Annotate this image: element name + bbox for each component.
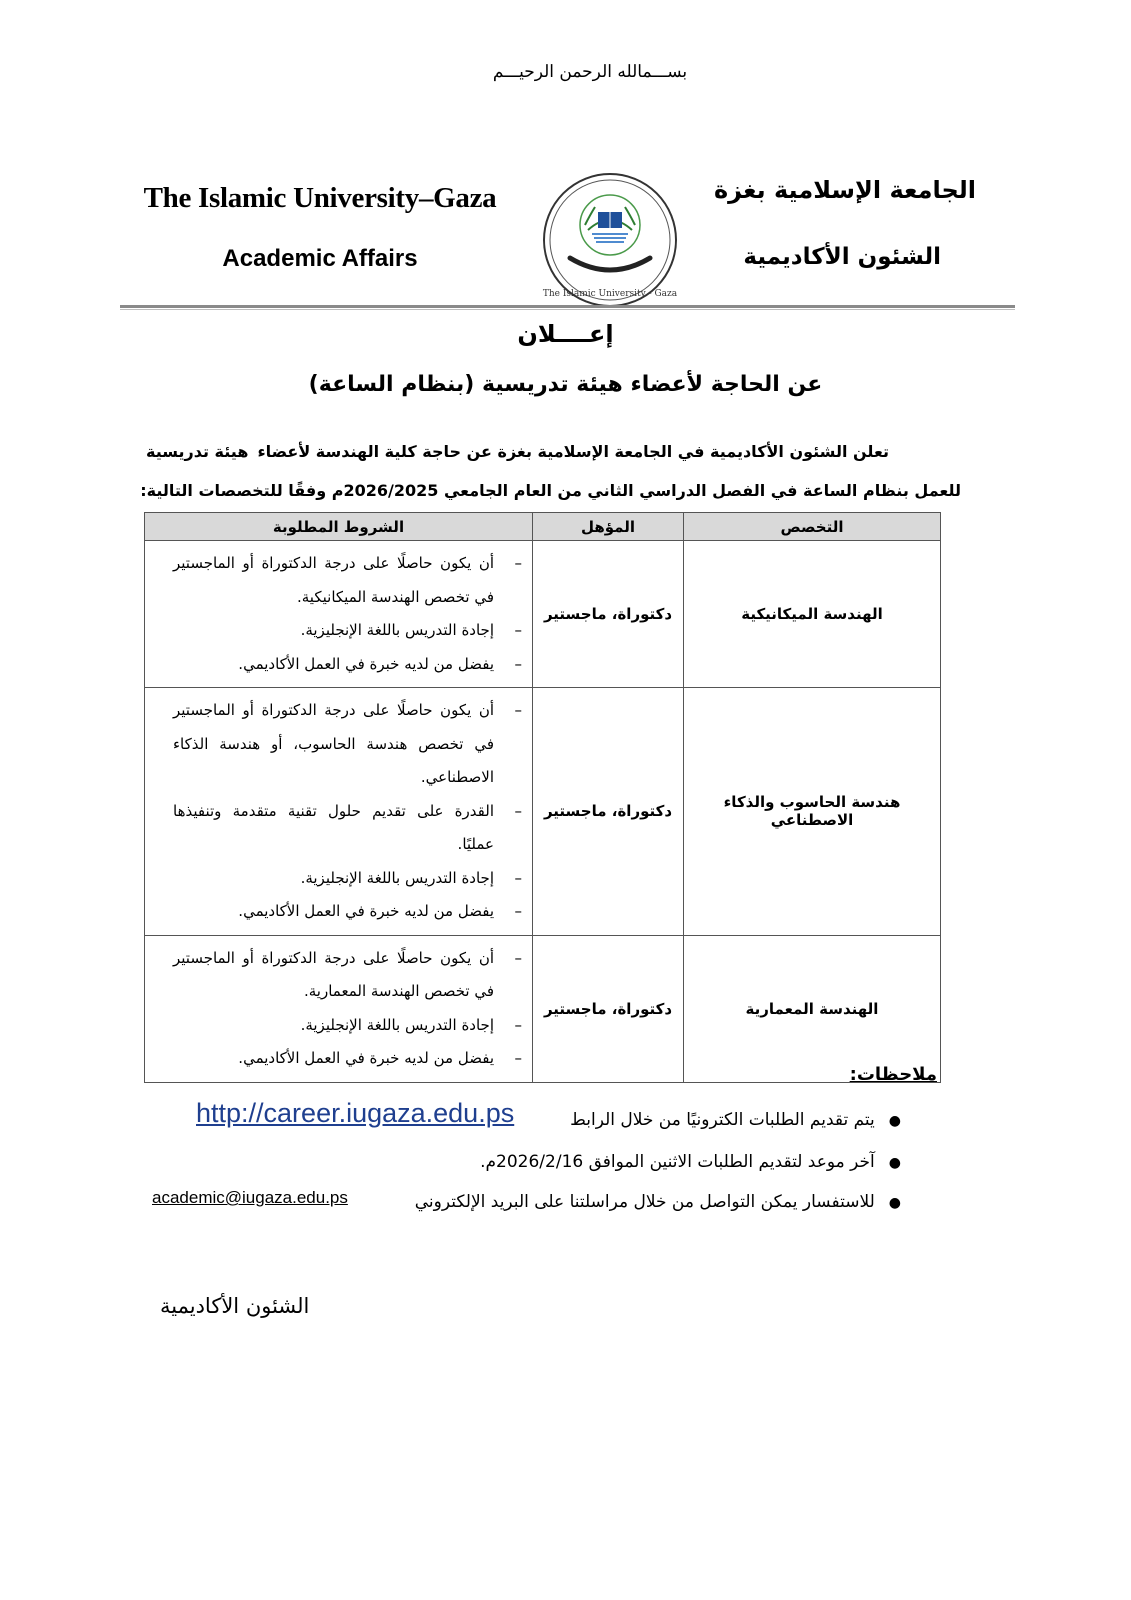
- intro-line-1-end: هيئة تدريسية: [146, 442, 249, 461]
- condition-item: – إجادة التدريس باللغة الإنجليزية.: [173, 862, 522, 896]
- university-seal-logo: [540, 170, 680, 310]
- header-qualification: المؤهل: [533, 513, 684, 541]
- header-divider: [120, 305, 1015, 308]
- specialties-table: [144, 512, 941, 1083]
- career-link[interactable]: http://career.iugaza.edu.ps: [196, 1098, 515, 1128]
- row-qualification: دكتوراة، ماجستير: [533, 688, 684, 936]
- basmala: بســـمالله الرحمن الرحيـــم: [492, 62, 688, 82]
- table-row: [145, 935, 941, 1082]
- row-qualification: دكتوراة، ماجستير: [533, 541, 684, 688]
- table-header-row: [145, 513, 941, 541]
- row-specialty: الهندسة المعمارية: [684, 935, 941, 1082]
- bullet-icon: ●: [888, 1155, 901, 1171]
- condition-item: – القدرة على تقديم حلول تقنية متقدمة وتنفيذها عمليًا.: [173, 795, 522, 862]
- note-item-deadline: [480, 1152, 901, 1172]
- row-conditions: [145, 541, 533, 688]
- department-name-ar: الشئون الأكاديمية: [743, 244, 941, 270]
- note-contact-text: للاستفسار يمكن التواصل من خلال مراسلتنا على البريد الإلكتروني: [414, 1192, 875, 1212]
- condition-item: – يفضل من لديه خبرة في العمل الأكاديمي.: [173, 1042, 522, 1076]
- condition-item: – أن يكون حاصلًا على درجة الدكتوراة أو الماجستير في تخصص الهندسة الميكانيكية.: [173, 547, 522, 614]
- condition-item: – أن يكون حاصلًا على درجة الدكتوراة أو الماجستير في تخصص الهندسة المعمارية.: [173, 942, 522, 1009]
- note-apply-text: يتم تقديم الطلبات الكترونيًا من خلال الرابط: [570, 1110, 875, 1130]
- department-name-en: Academic Affairs: [222, 245, 418, 272]
- condition-item: – إجادة التدريس باللغة الإنجليزية.: [173, 1009, 522, 1043]
- condition-item: – أن يكون حاصلًا على درجة الدكتوراة أو الماجستير في تخصص هندسة الحاسوب، أو هندسة الذكاء الاصطناعي.: [173, 694, 522, 795]
- condition-item: – يفضل من لديه خبرة في العمل الأكاديمي.: [173, 895, 522, 929]
- intro-line-2: للعمل بنظام الساعة في الفصل الدراسي الثاني من العام الجامعي 2026/2025م وفقًا للتخصصات التالية:: [140, 481, 961, 500]
- table-row: [145, 541, 941, 688]
- signature: الشئون الأكاديمية: [160, 1294, 310, 1318]
- announcement-subtitle: عن الحاجة لأعضاء هيئة تدريسية (بنظام الساعة): [308, 372, 823, 397]
- header-conditions: الشروط المطلوبة: [145, 513, 533, 541]
- announcement-title: إعــــلان: [517, 320, 614, 348]
- note-item-apply: [570, 1110, 901, 1130]
- condition-item: – إجادة التدريس باللغة الإنجليزية.: [173, 614, 522, 648]
- row-qualification: دكتوراة، ماجستير: [533, 935, 684, 1082]
- seal-text: The Islamic University - Gaza: [542, 289, 678, 299]
- header-divider-thin: [120, 309, 1015, 310]
- note-item-contact: [415, 1192, 901, 1212]
- bullet-icon: ●: [888, 1113, 901, 1129]
- row-specialty: هندسة الحاسوب والذكاء الاصطناعي: [684, 688, 941, 936]
- intro-line-1: تعلن الشئون الأكاديمية في الجامعة الإسلامية بغزة عن حاجة كلية الهندسة لأعضاء: [257, 442, 889, 461]
- university-name-ar: الجامعة الإسلامية بغزة: [713, 176, 976, 204]
- notes-title: ملاحظات:: [849, 1064, 937, 1085]
- row-conditions: [145, 688, 533, 936]
- contact-email-link[interactable]: academic@iugaza.edu.ps: [152, 1188, 348, 1207]
- row-specialty: الهندسة الميكانيكية: [684, 541, 941, 688]
- note-deadline-text: آخر موعد لتقديم الطلبات الاثنين الموافق 2026/2/16م.: [480, 1152, 875, 1172]
- condition-item: – يفضل من لديه خبرة في العمل الأكاديمي.: [173, 648, 522, 682]
- table-row: [145, 688, 941, 936]
- university-name-en: The Islamic University–Gaza: [143, 182, 497, 214]
- header-specialty: التخصص: [684, 513, 941, 541]
- bullet-icon: ●: [888, 1195, 901, 1211]
- row-conditions: [145, 935, 533, 1082]
